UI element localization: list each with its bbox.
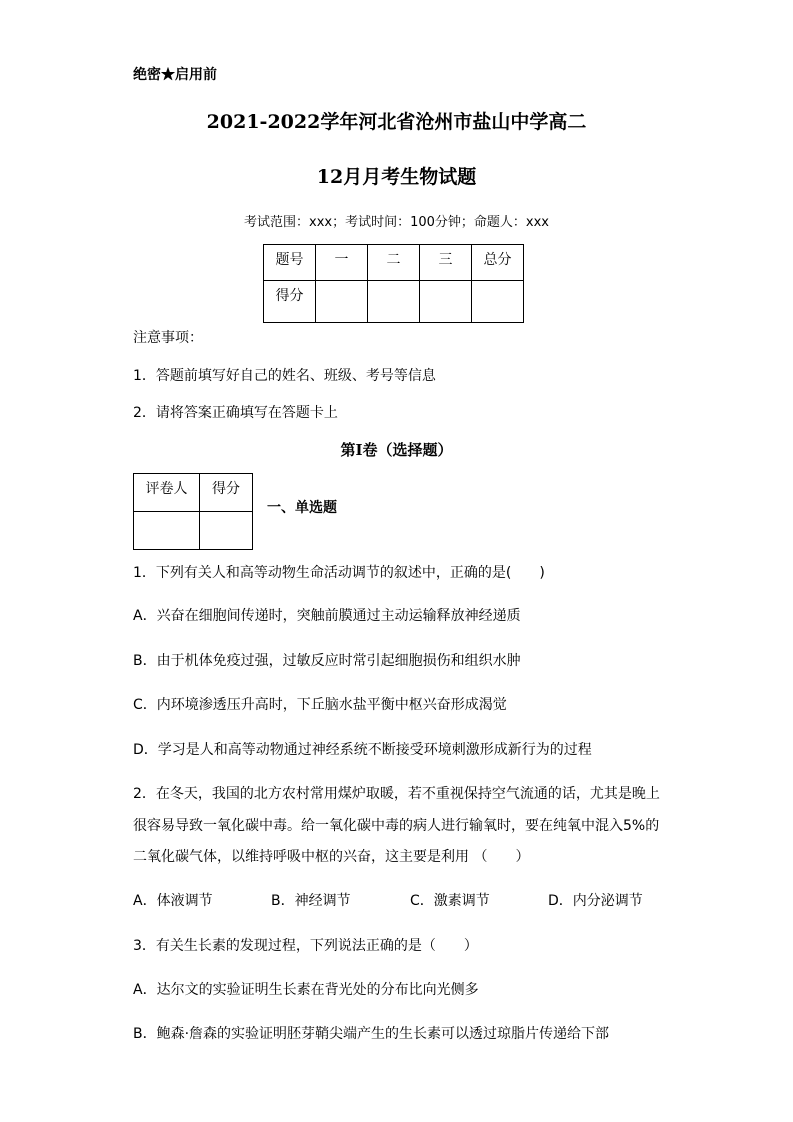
score-blank-cell xyxy=(420,281,472,323)
question-stem: 3．有关生长素的发现过程，下列说法正确的是（ ） xyxy=(133,938,478,954)
notes-title: 注意事项： xyxy=(133,330,203,346)
part-title: 一、单选题 xyxy=(267,500,337,516)
grader-table xyxy=(133,473,253,550)
grader-blank-cell xyxy=(134,512,200,550)
question-option: B．由于机体免疫过强，过敏反应时常引起细胞损伤和组织水肿 xyxy=(133,653,521,669)
score-header-cell: 一 xyxy=(316,245,368,281)
score-header-cell: 总分 xyxy=(472,245,524,281)
score-blank-cell xyxy=(368,281,420,323)
secret-mark: 绝密★启用前 xyxy=(133,67,217,83)
question-option: A．体液调节 xyxy=(133,893,213,909)
exam-title-line1: 2021-2022学年河北省沧州市盐山中学高二 xyxy=(206,111,587,133)
question-option: A．兴奋在细胞间传递时，突触前膜通过主动运输释放神经递质 xyxy=(133,608,521,624)
score-table xyxy=(263,244,524,323)
question-stem-line: 很容易导致一氧化碳中毒。给一氧化碳中毒的病人进行输氧时，要在纯氧中混入5%的 xyxy=(133,818,660,834)
exam-info: 考试范围：xxx；考试时间：100分钟；命题人：xxx xyxy=(244,215,549,230)
score-blank-cell xyxy=(472,281,524,323)
question-option: D．学习是人和高等动物通过神经系统不断接受环境刺激形成新行为的过程 xyxy=(133,742,592,758)
grader-blank-cell xyxy=(200,512,253,550)
exam-title-line2: 12月月考生物试题 xyxy=(316,166,477,188)
question-option: C．激素调节 xyxy=(410,893,490,909)
question-stem-line: 2．在冬天，我国的北方农村常用煤炉取暖，若不重视保持空气流通的话，尤其是晚上 xyxy=(133,786,660,802)
question-option: B．鲍森·詹森的实验证明胚芽鞘尖端产生的生长素可以透过琼脂片传递给下部 xyxy=(133,1026,610,1042)
note-item: 2．请将答案正确填写在答题卡上 xyxy=(133,405,338,421)
question-option: C．内环境渗透压升高时，下丘脑水盐平衡中枢兴奋形成渴觉 xyxy=(133,697,507,713)
score-header-cell: 三 xyxy=(420,245,472,281)
section-title: 第I卷（选择题） xyxy=(340,441,453,459)
question-option: D．内分泌调节 xyxy=(548,893,643,909)
score-header-cell: 二 xyxy=(368,245,420,281)
question-stem-line: 二氧化碳气体，以维持呼吸中枢的兴奋，这主要是利用 （ ） xyxy=(133,849,530,865)
score-blank-cell xyxy=(316,281,368,323)
score-header-cell: 题号 xyxy=(264,245,316,281)
note-item: 1．答题前填写好自己的姓名、班级、考号等信息 xyxy=(133,368,436,384)
grader-header-cell: 评卷人 xyxy=(134,474,200,512)
question-option: A．达尔文的实验证明生长素在背光处的分布比向光侧多 xyxy=(133,982,479,998)
score-row-label: 得分 xyxy=(264,281,316,323)
question-option: B．神经调节 xyxy=(271,893,351,909)
grader-header-cell: 得分 xyxy=(200,474,253,512)
question-stem: 1．下列有关人和高等动物生命活动调节的叙述中，正确的是( ) xyxy=(133,565,545,581)
